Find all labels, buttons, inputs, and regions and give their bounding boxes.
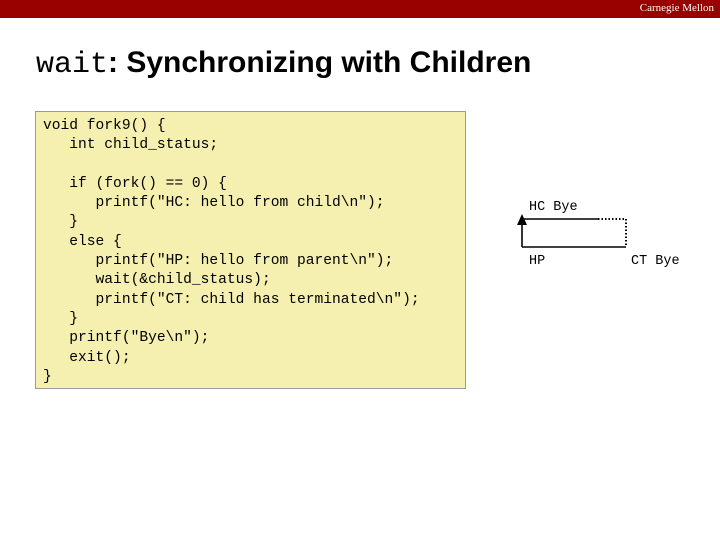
code-line: } [43, 214, 79, 231]
code-line: if (fork() == 0) { [43, 175, 227, 192]
code-line: printf("Bye\n"); [43, 330, 210, 347]
hc-bye-label: HC Bye [529, 200, 578, 215]
code-line: void fork9() { [43, 118, 166, 134]
code-line: int child_status; [43, 137, 219, 154]
code-line: else { [43, 233, 122, 250]
code-line: printf("CT: child has terminated\n"); [43, 291, 420, 308]
code-line: } [43, 310, 79, 327]
code-line: } [43, 368, 52, 385]
ct-bye-label: CT Bye [631, 254, 680, 269]
brand-label: Carnegie Mellon [639, 2, 714, 14]
code-line: exit(); [43, 349, 131, 366]
code-line: printf("HP: hello from parent\n"); [43, 253, 394, 270]
hp-label: HP [529, 254, 546, 269]
code-line: wait(&child_status); [43, 272, 271, 289]
title-text: : Synchronizing with Children [108, 46, 532, 79]
code-line: printf("HC: hello from child\n"); [43, 195, 385, 212]
title-code: wait [36, 48, 109, 82]
